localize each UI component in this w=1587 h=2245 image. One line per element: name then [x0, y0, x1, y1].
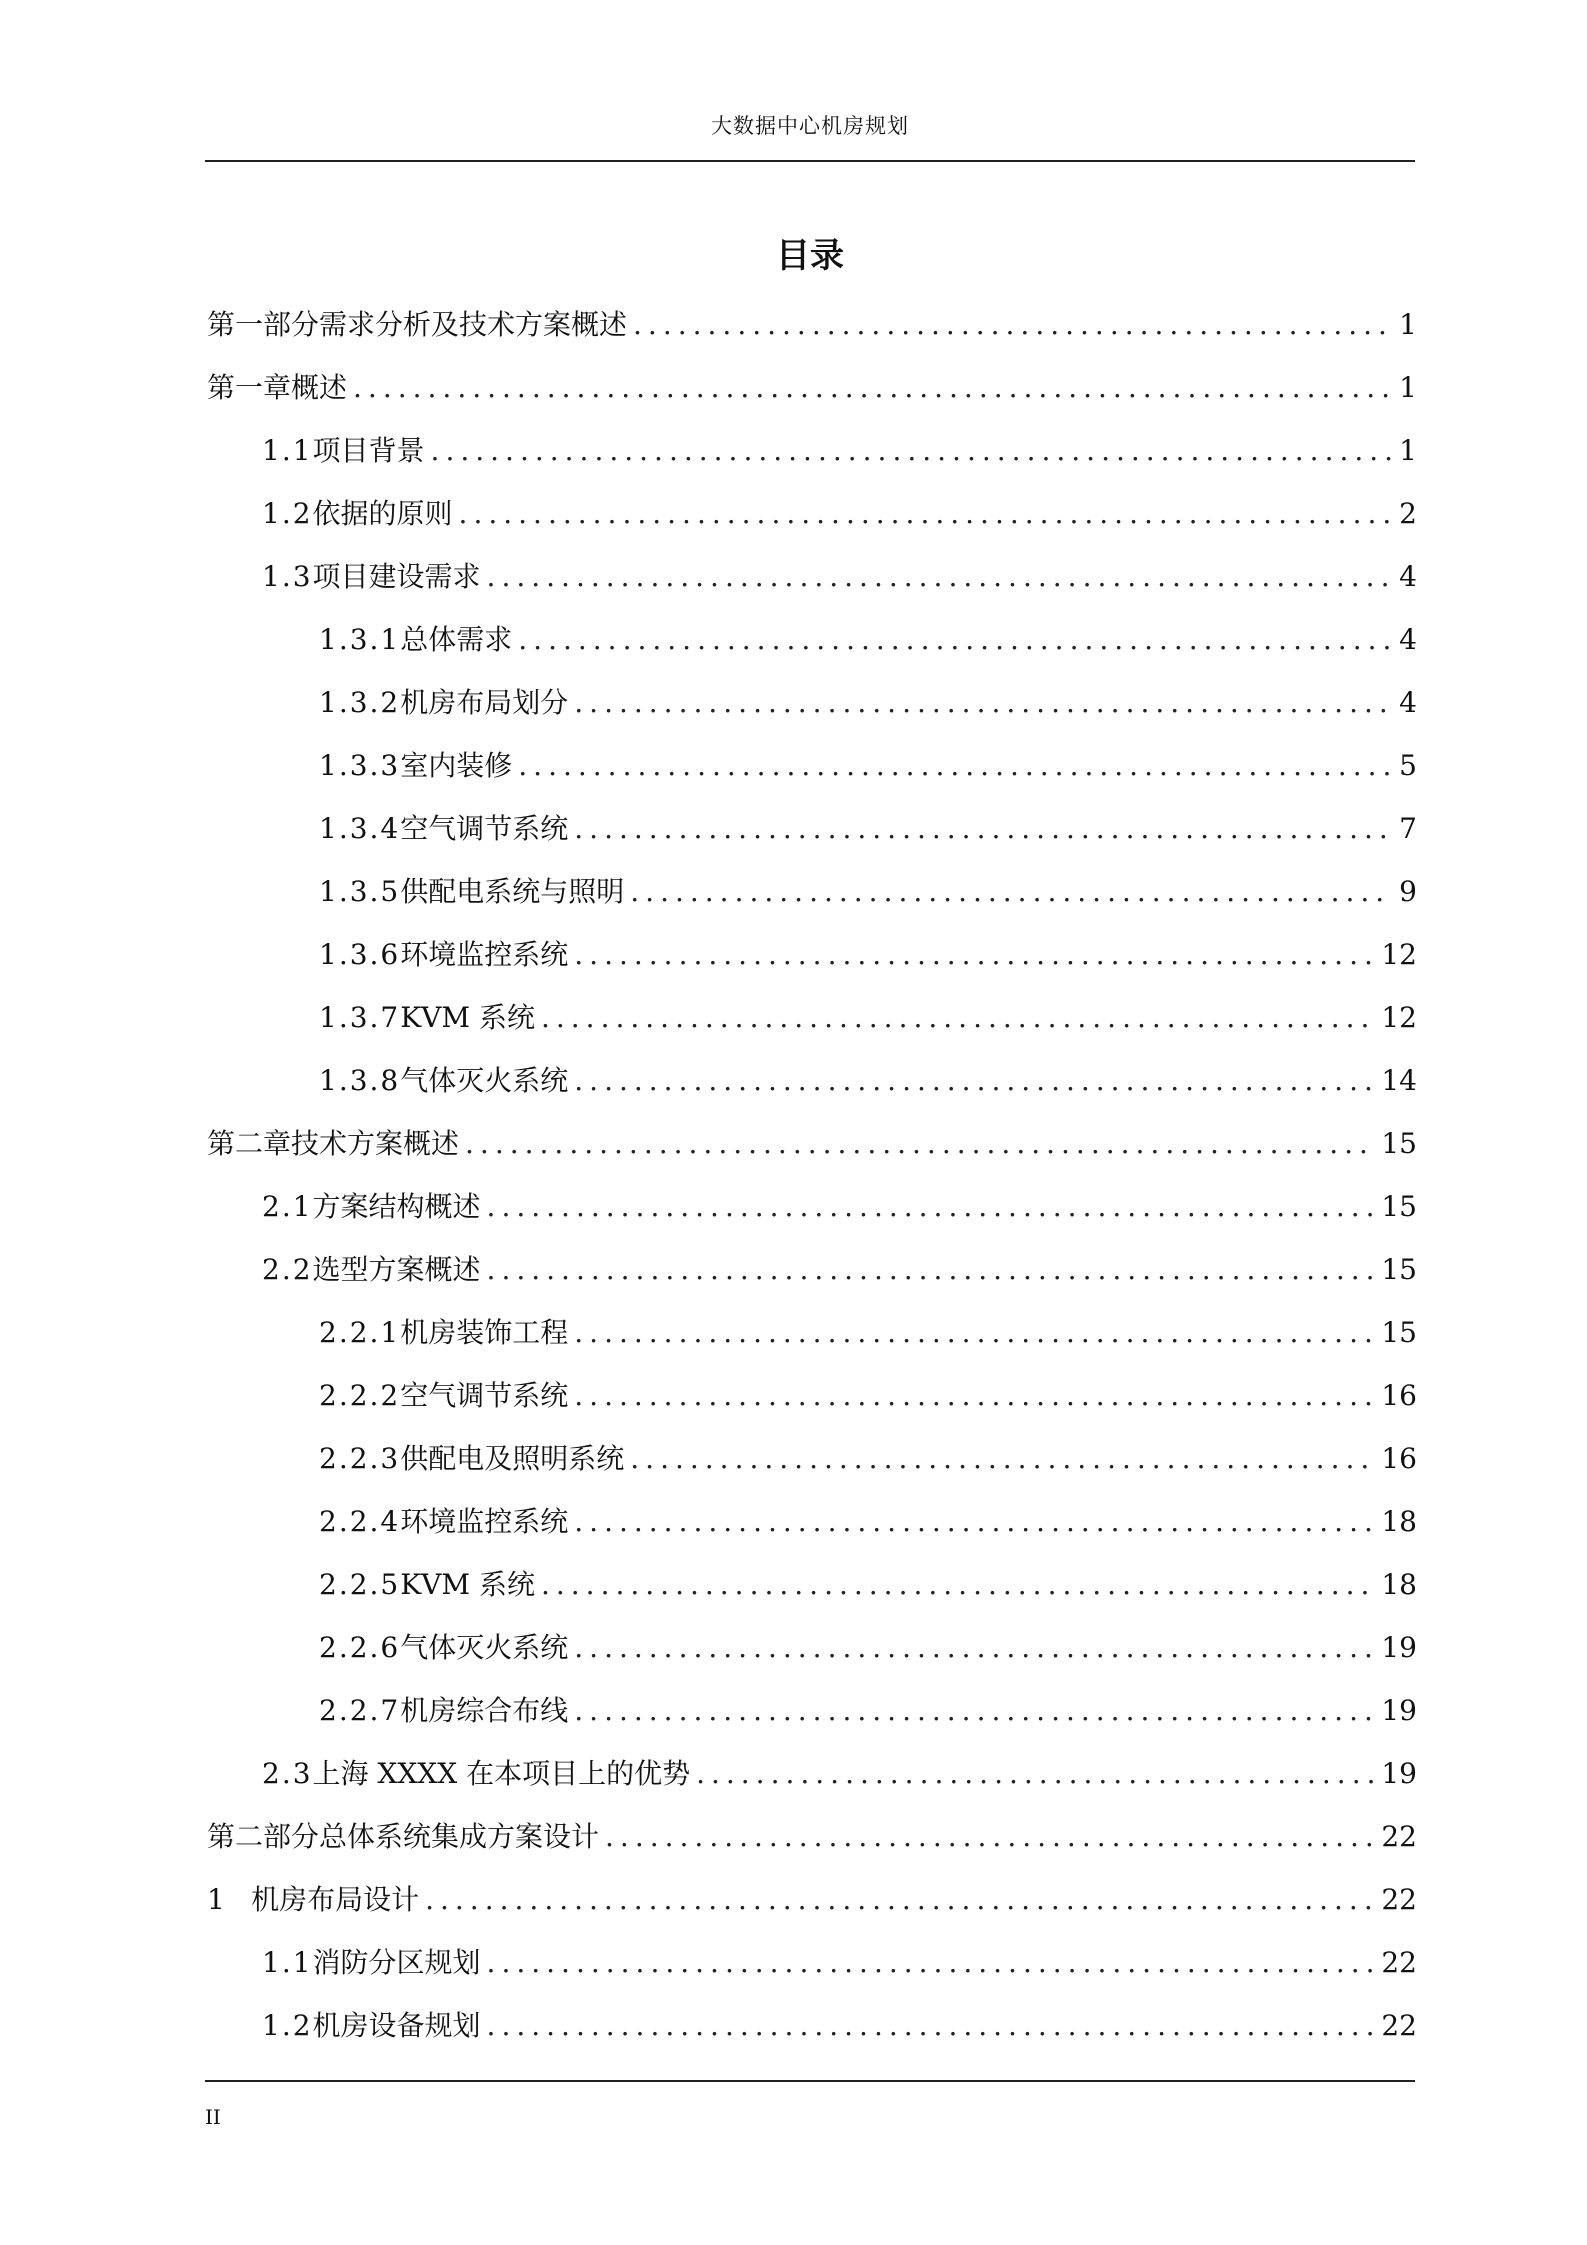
running-header: 大数据中心机房规划	[711, 114, 909, 138]
toc-leader-dots	[630, 1442, 1375, 1475]
toc-entry-label: 第一章概述	[207, 371, 348, 404]
toc-leader-dots	[574, 938, 1375, 971]
toc-entry-label: KVM 系统	[400, 1001, 535, 1034]
toc-entry[interactable]	[207, 1815, 1417, 1878]
toc-leader-dots	[574, 1316, 1375, 1349]
toc-entry-page: 12	[1381, 1001, 1417, 1034]
toc-entry[interactable]	[207, 1311, 1417, 1374]
toc-entry-label: 供配电及照明系统	[400, 1442, 625, 1475]
table-of-contents	[207, 303, 1417, 2067]
toc-entry-page: 22	[1381, 1820, 1417, 1853]
toc-entry-label: 环境监控系统	[400, 938, 569, 971]
toc-entry-page: 16	[1381, 1442, 1417, 1475]
toc-entry-page: 4	[1399, 623, 1417, 656]
toc-entry-label: 机房装饰工程	[400, 1316, 569, 1349]
toc-entry-page: 1	[1399, 371, 1417, 404]
toc-entry-label: 气体灭火系统	[400, 1064, 569, 1097]
toc-entry[interactable]	[207, 933, 1417, 996]
toc-entry-number: 2.2.3	[319, 1442, 401, 1475]
toc-leader-dots	[487, 1190, 1376, 1223]
toc-entry-number: 1.1	[262, 434, 313, 467]
toc-entry-number: 1.3.8	[319, 1064, 401, 1097]
toc-entry-page: 19	[1381, 1757, 1417, 1790]
toc-leader-dots	[541, 1568, 1375, 1601]
toc-entry-number: 2.2.1	[319, 1316, 401, 1349]
toc-leader-dots	[487, 1946, 1376, 1979]
toc-title: 目录	[776, 236, 844, 276]
toc-entry-page: 15	[1381, 1190, 1417, 1223]
toc-entry-page: 2	[1399, 497, 1417, 530]
toc-entry[interactable]	[207, 555, 1417, 618]
toc-leader-dots	[574, 1064, 1375, 1097]
toc-entry[interactable]	[207, 1122, 1417, 1185]
toc-entry[interactable]	[207, 366, 1417, 429]
footer-page-number: II	[205, 2105, 221, 2129]
toc-entry-label: 上海 XXXX 在本项目上的优势	[312, 1757, 691, 1790]
toc-entry-page: 4	[1399, 686, 1417, 719]
toc-leader-dots	[459, 497, 1391, 530]
footer-divider	[205, 2080, 1415, 2082]
toc-entry[interactable]	[207, 1059, 1417, 1122]
toc-entry[interactable]	[207, 1437, 1417, 1500]
toc-entry-page: 18	[1381, 1505, 1417, 1538]
toc-entry-label: 空气调节系统	[400, 1379, 569, 1412]
toc-entry-page: 22	[1381, 1946, 1417, 1979]
header-divider	[205, 160, 1415, 162]
toc-entry-label: 第二章技术方案概述	[207, 1127, 460, 1160]
toc-leader-dots	[425, 1883, 1375, 1916]
toc-entry-label: 第二部分总体系统集成方案设计	[207, 1820, 600, 1853]
toc-entry-label: KVM 系统	[400, 1568, 535, 1601]
toc-entry-page: 15	[1381, 1253, 1417, 1286]
toc-entry-label: 项目背景	[312, 434, 425, 467]
toc-entry-page: 22	[1381, 1883, 1417, 1916]
toc-leader-dots	[630, 875, 1391, 908]
toc-entry-label: 气体灭火系统	[400, 1631, 569, 1664]
toc-leader-dots	[574, 812, 1391, 845]
toc-entry-number: 2.2.7	[319, 1694, 401, 1727]
toc-entry-label: 空气调节系统	[400, 812, 569, 845]
toc-entry[interactable]	[207, 807, 1417, 870]
toc-entry-page: 19	[1381, 1631, 1417, 1664]
toc-entry-label: 消防分区规划	[312, 1946, 481, 1979]
toc-entry-number: 2.2.6	[319, 1631, 401, 1664]
toc-leader-dots	[574, 686, 1391, 719]
toc-entry-number: 2.3	[262, 1757, 313, 1790]
toc-entry[interactable]	[207, 429, 1417, 492]
toc-entry-page: 14	[1381, 1064, 1417, 1097]
toc-leader-dots	[465, 1127, 1375, 1160]
toc-entry[interactable]	[207, 744, 1417, 807]
toc-entry-label: 方案结构概述	[312, 1190, 481, 1223]
toc-entry-label: 总体需求	[400, 623, 513, 656]
toc-entry-page: 1	[1399, 434, 1417, 467]
toc-entry[interactable]	[207, 681, 1417, 744]
toc-entry-number: 1.3	[262, 560, 313, 593]
toc-entry-label: 室内装修	[400, 749, 513, 782]
toc-leader-dots	[487, 2009, 1376, 2042]
toc-entry[interactable]	[207, 1500, 1417, 1563]
toc-leader-dots	[574, 1694, 1375, 1727]
toc-entry-number: 1.3.7	[319, 1001, 401, 1034]
toc-entry-label: 机房设备规划	[312, 2009, 481, 2042]
toc-entry[interactable]	[207, 870, 1417, 933]
toc-entry-page: 5	[1399, 749, 1417, 782]
toc-leader-dots	[487, 1253, 1376, 1286]
toc-entry-number: 2.2.4	[319, 1505, 401, 1538]
toc-entry-page: 15	[1381, 1127, 1417, 1160]
toc-leader-dots	[696, 1757, 1375, 1790]
toc-entry-label: 项目建设需求	[312, 560, 481, 593]
toc-entry-number: 1.3.6	[319, 938, 401, 971]
toc-entry[interactable]	[207, 1185, 1417, 1248]
toc-entry[interactable]	[207, 1752, 1417, 1815]
toc-entry-number: 2.2	[262, 1253, 313, 1286]
toc-entry-number: 2.1	[262, 1190, 313, 1223]
toc-entry-number: 1.3.2	[319, 686, 401, 719]
toc-entry-page: 19	[1381, 1694, 1417, 1727]
toc-entry-page: 7	[1399, 812, 1417, 845]
toc-leader-dots	[574, 1505, 1375, 1538]
toc-entry-page: 9	[1399, 875, 1417, 908]
toc-entry-label: 机房布局划分	[400, 686, 569, 719]
toc-entry-label: 环境监控系统	[400, 1505, 569, 1538]
toc-entry-label: 供配电系统与照明	[400, 875, 625, 908]
toc-entry-page: 16	[1381, 1379, 1417, 1412]
toc-leader-dots	[605, 1820, 1375, 1853]
toc-leader-dots	[518, 623, 1391, 656]
toc-entry-label: 机房综合布线	[400, 1694, 569, 1727]
toc-entry-label: 第一部分需求分析及技术方案概述	[207, 308, 628, 341]
toc-entry[interactable]	[207, 1626, 1417, 1689]
toc-entry-page: 15	[1381, 1316, 1417, 1349]
toc-entry[interactable]	[207, 1689, 1417, 1752]
toc-leader-dots	[574, 1379, 1375, 1412]
toc-leader-dots	[353, 371, 1391, 404]
toc-entry-number: 1.3.3	[319, 749, 401, 782]
toc-entry-number: 1	[207, 1883, 227, 1916]
toc-entry[interactable]	[207, 996, 1417, 1059]
toc-entry[interactable]	[207, 1878, 1417, 1941]
toc-entry[interactable]	[207, 618, 1417, 681]
toc-entry[interactable]	[207, 1374, 1417, 1437]
toc-leader-dots	[487, 560, 1391, 593]
toc-entry[interactable]	[207, 1941, 1417, 2004]
toc-entry-page: 22	[1381, 2009, 1417, 2042]
toc-entry-number: 1.3.4	[319, 812, 401, 845]
toc-leader-dots	[633, 308, 1391, 341]
toc-entry-number: 2.2.5	[319, 1568, 401, 1601]
toc-entry-number: 1.2	[262, 497, 313, 530]
toc-entry[interactable]	[207, 2004, 1417, 2067]
toc-entry-label: 机房布局设计	[251, 1883, 420, 1916]
toc-entry[interactable]	[207, 1563, 1417, 1626]
toc-entry-page: 12	[1381, 938, 1417, 971]
toc-entry-page: 4	[1399, 560, 1417, 593]
toc-leader-dots	[574, 1631, 1375, 1664]
toc-entry[interactable]	[207, 492, 1417, 555]
toc-entry-label: 依据的原则	[312, 497, 453, 530]
toc-leader-dots	[541, 1001, 1375, 1034]
toc-entry-page: 18	[1381, 1568, 1417, 1601]
toc-leader-dots	[431, 434, 1391, 467]
toc-entry[interactable]	[207, 1248, 1417, 1311]
toc-entry-number: 1.2	[262, 2009, 313, 2042]
toc-entry-number: 2.2.2	[319, 1379, 401, 1412]
toc-entry[interactable]	[207, 303, 1417, 366]
toc-leader-dots	[518, 749, 1391, 782]
toc-entry-number: 1.3.1	[319, 623, 401, 656]
toc-entry-number: 1.3.5	[319, 875, 401, 908]
toc-entry-page: 1	[1399, 308, 1417, 341]
toc-entry-label: 选型方案概述	[312, 1253, 481, 1286]
toc-entry-number: 1.1	[262, 1946, 313, 1979]
